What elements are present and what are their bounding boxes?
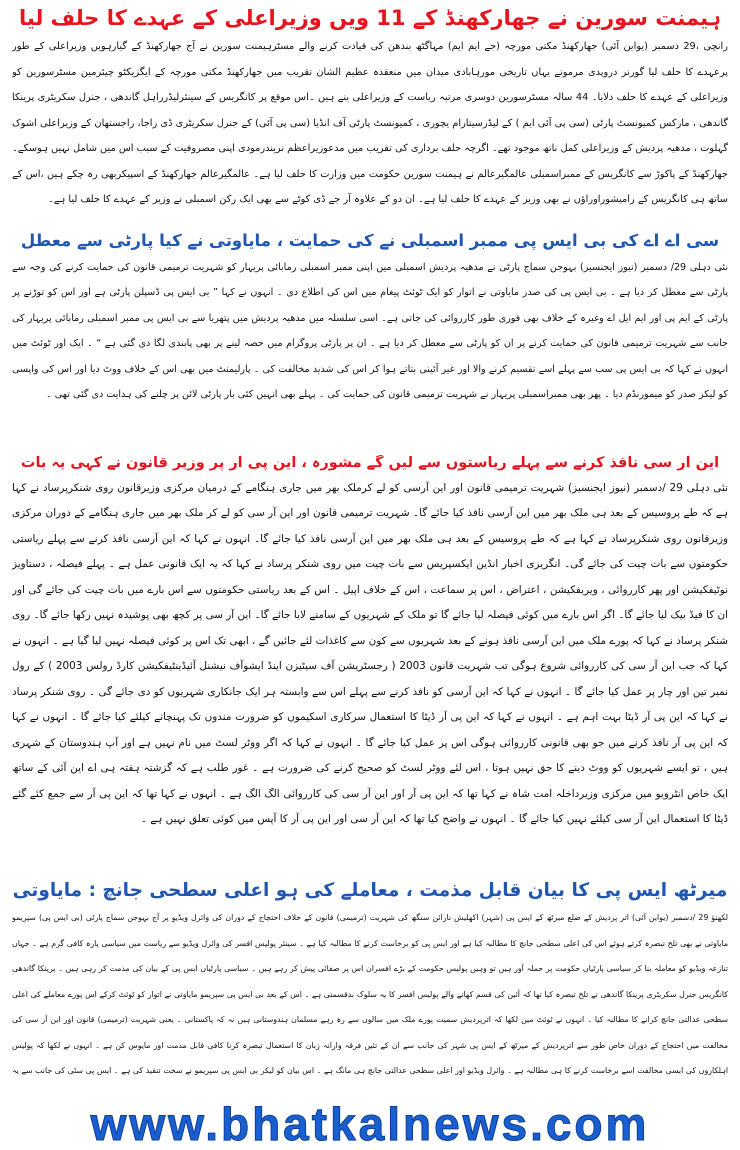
article-body: نئی دہلی 29 /دسمبر (نیوز ایجنسیز) شہریت ترمیمی قانون اور این آرسی کو لے کرملک بھر میں جاری ہنگامے کے درمیان مرکزی وزیرقانون روی شنکرپرساد نے کہا ہے کہ طے پروسیس کے بعد ہی ملک بھر میں این آرسی نافذ کیا جائے گا۔ شہریت ترمیمی قانون اور این آر سی کو لے کر ملک بھر میں جاری ہنگامے کے دوران مرکزی وزیرقانون روی شنکرپرساد نے کہا ہے کہ طے پروسیس کے بعد ہی ملک بھر میں این آرسی نافذ کیا جائے گا۔ انہوں نے کہا کہ این آرسی نافذ کرنے سے پہلے ریاستی حکومتوں سے بات چیت کی جائے گی۔ انگریزی اخبار انڈین ایکسپریس سے بات چیت میں روی شنکر پرساد نے کہا کہ یہ ایک قانونی عمل ہے ۔ پہلے فیصلہ ، دستاویز نوٹیفکیشن اور پھر کارروائی ، ویریفکیشن ، اعتراض ، اس پر سماعت ، اس کے خلاف اپیل ۔ اس کے بعد ریاستی حکومتوں سے اس بارے میں بات چیت کی جائے گی اور ان کا فیڈ بیک لیا جائے گا۔ اگر اس بارے میں کوئی فیصلہ لیا جائے گا تو ملک کے شہریوں کے سامنے لایا جائے گا۔ این آر سی پر کچھ بھی پوشیدہ نہیں رکھا جائے گا۔ روی شنکر پرساد نے کہا کہ پورے ملک میں این آرسی نافذ ہونے کے بعد شہریوں سے کون سے کاغذات لئے جائیں گے ، ابھی تک اس پر کوئی فیصلہ نہیں لیا گیا ہے ۔ انہوں نے کہا کہ جب این آر سی کی کارروائی شروع ہوگی تب شہریت قانون 2003 ( رجسٹریشن آف سیٹیزن اینڈ ایشوآف نیشنل آئیڈینٹیفکیشن کارڈ رولس 2003 ) کے رول نمبر تین اور چار پر عمل کیا جائے گا ۔ انہوں نے کہا کہ این آرسی کو نافذ کرنے سے پہلے اس سے وابستہ ہر ایک جانکاری شہریوں کو دی جائے گی ۔ روی شنکر پرساد نے کہا کہ این پی آر ڈیٹا بہت اہم ہے ۔ انہوں نے کہا کہ این پی آر ڈیٹا کا استعمال سرکاری اسکیموں کو ضرورت مندوں تک پہنچانے کیلئے کیا جائے گا ۔ انہوں نے کہا کہ این پی آر نافذ کرنے میں جو بھی قانونی کارروائی ہوگی اس پر عمل کیا جائے گا ۔ انہوں نے کہا کہ اگر ووٹر لسٹ میں نام نہیں ہے اور آپ ہندوستان کے شہری ہیں ، تو ایسے شہریوں کو ووٹ دینے کا حق نہیں ہوتا ، اس لئے ووٹر لسٹ کو صحیح کرنے کی ضرورت ہے ۔ غور طلب ہے کہ گزشتہ ہفتہ ہی اے این آئی کے ساتھ ایک خاص انٹرویو میں مرکزی وزیرداخلہ امت شاہ نے کہا تھا کہ این پی آر اور این آر سی کی کارروائی الگ الگ ہے ۔ انہوں نے کہا تھا کہ این پی آر سے جمع کئے گئے ڈیٹا کا استعمال این آر سی کیلئے نہیں کیا جائے گا ۔ انہوں نے واضح کیا تھا کہ این آر سی اور این پی آر کا آپس میں کوئی تعلق نہیں ہے ۔: [12, 481, 728, 826]
article-nrc-law-minister: [12, 455, 728, 875]
article-bsp-suspension: [12, 232, 728, 457]
article-headline: سی اے اے کی بی ایس پی ممبر اسمبلی نے کی حمایت ، مایاوتی نے کیا پارٹی سے معطل: [20, 232, 720, 250]
site-watermark: www.bhatkalnews.com: [90, 1098, 650, 1150]
article-headline: میرٹھ ایس پی کا بیان قابل مذمت ، معاملے کی ہو اعلی سطحی جانچ : مایاوتی: [12, 880, 728, 901]
article-headline: ہیمنت سورین نے جھارکھنڈ کے 11 ویں وزیراعلی کے عہدے کا حلف لیا: [19, 6, 721, 30]
article-soren-oath: [12, 6, 728, 231]
article-body: لکھنؤ 29 /دسمبر (یواین آئی) اتر پردیش کے ضلع میرٹھ کے ایس پی (شہر) اکھلیش نارائن سنگھ کی شہریت (ترمیمی) قانون کے خلاف احتجاج کے دوران کی وائرل ویڈیو پر آج بہوجن سماج پارٹی (بی ایس پی) سپریمو مایاوتی نے بھی تلخ تبصرہ کرتے ہوئے اس کی اعلی سطحی جانچ کا مطالبہ کیا ہے اور ایس پی کو برخاست کرنے کا مطالبہ کیا ہے ۔ سینئر پولیس افسر کی وائرل ویڈیو سے ریاست میں سیاسی پارہ کافی گرم ہے ۔ جہاں تنازعہ ویڈیو کو معاملہ بنا کر سیاسی پارٹیاں حکومت پر حملہ آور ہیں تو وہیں پولیس حکومت کے بڑے افسران اس پر صفائی پیش کر رہے ہیں ۔ سیاسی پارٹیاں ایس پی کے بیان کی مذمت کر رہی ہیں ۔ پرینکا گاندھی کانگریس جنرل سکریٹری پرینکا گاندھی نے تلخ تبصرہ کیا تھا کہ آئین کی قسم کھانے والے پولیس افسر کا یہ سلوک بدقسمتی ہے ۔ اس کے بعد بی ایس پی سپریمو مایاوتی نے اتوار کو ٹوئٹ کرکے اس پورے معاملے کی اعلی سطحی عدالتی جانچ کرانے کا مطالبہ کیا ۔ انہوں نے ٹوئٹ میں لکھا کہ اترپردیش سمیت پورے ملک میں سالوں سے رہ رہے مسلمان ہندوستانی ہیں نہ کہ پاکستانی ۔ یعنی شہریت (ترمیمی) قانون اور این آر سی کی مخالفت میں احتجاج کے دوران خاص طور سے اترپردیش کے میرٹھ کے ایس پی شہر کی جانب سے ان کے تئیں فرقہ وارانہ زبان کا استعمال تبصرہ کرنا کافی قابل مذمت اور مایوس کن ہے ۔ انہوں نے لکھا کہ پولیس اہلکاروں کی ایسی مخالفت اسے برخاست کرنے کا ہی مطالبہ ہے ۔ وائرل ویڈیو اور اعلی سطحی عدالتی جانچ ہی مانگ ہے ۔ اس بیان کو لیکر بی ایس پی سپریمو نے سخت تنقید کی ہے ۔ ایس پی سٹی کی جانب سے یہ: [12, 913, 728, 1076]
article-body: رانچی ،29 دسمبر (یواین آئی) جھارکھنڈ مکتی مورچہ (جے ایم ایم) مہاگٹھ بندھن کی قیادت کرنے والے مسٹرہیمنت سورین نے آج جھارکھنڈ کے گیارہویں وزیراعلی کے طور پرعہدے کا حلف لیا گورنر دروپدی مرمونے یہاں تاریخی مورہابادی میدان میں منعقدہ عظیم الشان تقریب میں جھارکھنڈ مکتی مورچہ کے ایگزیکٹو چیئرمین مسٹرسورین کو وزیراعلی کے عہدے کا حلف دلایا۔ 44 سالہ مسٹرسورین دوسری مرتبہ ریاست کے وزیراعلی بنے ہیں ۔اس موقع پر کانگریس کے سینئرلیڈرراہل گاندھی ، جنرل سکریٹری پرینکا گاندھی ، مارکس کمیونسٹ پارٹی (سی پی آئی ایم ) کے لیڈرسیتارام یچوری ، کمیونسٹ پارٹی آف انڈیا (سی پی آئی) کے جنرل سکریٹری ڈی راجا، راجستھان کے وزیراعلی اشوک گہلوت ، مدھیہ پردیش کے وزیراعلی کمل ناتھ موجود تھے۔ اگرچہ حلف برداری کی تقریب میں مدعوزیراعظم نریندرمودی اپنی مصروفیت کے سبب اس میں شامل نہیں ہوسکے۔ جھارکھنڈ کے پاکوڑ سے کانگریس کے ممبراسمبلی عالمگیرعالم نے ہیمنت سورین حکومت میں وزارت کا حلف لیا ہے۔ عالمگیرعالم جھارکھنڈ کے اسپیکربھی رہ چکے ہیں ،اس کے ساتھ ہی کانگریس کے رامیشوراوراؤں نے بھی وزیر کے عہدے کا حلف لیا ہے۔ ان دو کے علاوہ آر جے ڈی کوٹے سے بھی ایک رکن اسمبلی نے وزیر کے عہدے کا حلف لیا ہے۔: [12, 41, 728, 206]
article-headline: این آر سی نافذ کرنے سے پہلے ریاستوں سے لیں گے مشورہ ، این پی آر پر وزیر قانون نے کہی یہ بات: [20, 455, 720, 471]
article-meerut-sp-mayawati: [12, 880, 728, 1100]
article-body: نئی دہلی 29/ دسمبر (نیوز ایجنسیز) بہوجن سماج پارٹی نے مدھیہ پردیش اسمبلی میں اپنی ممبر اسمبلی رمابائی پریہار کو شہریت ترمیمی قانون کی حمایت کرنے کی وجہ سے پارٹی سے معطل کر دیا ہے ۔ بی ایس پی کی صدر مایاوتی نے اتوار کو ایک ٹوئٹ پیغام میں اس کی اطلاع دی ۔ انہوں نے کہا ” بی ایس پی ڈسپلن پارٹی ہے اور اس کو توڑنے پر پارٹی کے ایم پی اور ایم ایل اے وغیرہ کے خلاف بھی فوری طور کارروائی کی جاتی ہے۔ اسی سلسلہ میں مدھیہ پردیش میں پتھریا سے بی ایس پی ممبر اسمبلی رمابائی پریہار کی جانب سے شہریت ترمیمی قانون کی حمایت کرنے پر ان کو پارٹی سے معطل کر دیا ہے ۔ ان پر پارٹی پروگرام میں حصہ لینے پر بھی پابندی لگا دی گئی ہے “ ۔ ایک اور ٹوئٹ میں انہوں نے کہا کہ بی ایس پی سب سے پہلے اسے تقسیم کرنے والا اور غیر آئینی بتاتے ہوا کر اس کی شدید مخالفت کی ۔ پارلیمنٹ میں بھی اس کے خلاف ووٹ دیا اور اس کی واپسی کو لیکر صدر کو میمورنڈم دیا ۔ پھر بھی ممبراسمبلی پریہار نے شہریت ترمیمی قانون کی حمایت کی ۔ پہلے بھی انہیں کئی بار پارٹی لائن پر چلنے کی ہدایت دی گئی تھی ۔: [12, 261, 728, 401]
